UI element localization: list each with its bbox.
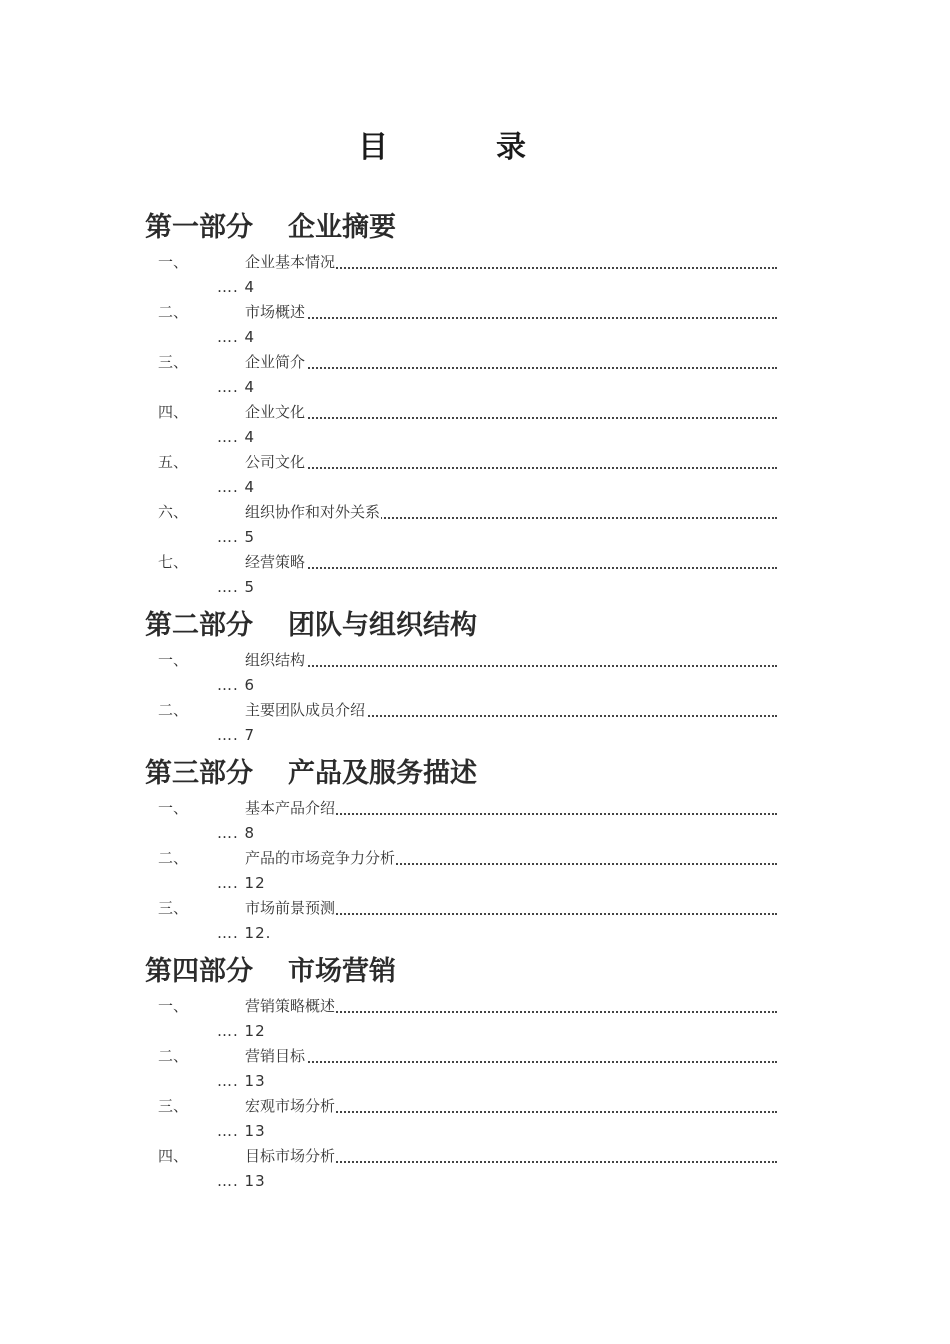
page-title-char-2: 录 [496,130,526,165]
toc-entry-page-number: …. 8 [217,824,256,842]
toc-entry-label: 主要团队成员介绍 [245,701,366,719]
toc-entry-line [245,400,777,425]
toc-entry-line [245,1094,777,1119]
toc-entry-marker: 二、 [158,303,189,321]
toc-entry-marker: 一、 [158,253,189,271]
table-of-contents [145,202,785,1194]
toc-entry-line [245,250,777,275]
page-title [358,128,526,168]
toc-entry-label: 公司文化 [245,453,306,471]
toc-entry-label: 企业基本情况 [245,253,336,271]
toc-entry[interactable] [145,846,785,896]
toc-entry[interactable] [145,450,785,500]
toc-entry[interactable] [145,994,785,1044]
toc-entry[interactable] [145,1144,785,1194]
part-number: 第四部分 [145,956,253,987]
toc-entry-page-number: …. 4 [217,278,256,296]
toc-entry[interactable] [145,250,785,300]
toc-entry-line [245,500,777,525]
toc-entry-marker: 二、 [158,1047,189,1065]
toc-entry-line [245,350,777,375]
part-title: 团队与组织结构 [288,610,477,641]
toc-entry-label: 目标市场分析 [245,1147,336,1165]
toc-entry-marker: 一、 [158,799,189,817]
part-heading [145,752,785,796]
toc-entry-page-number: …. 12. [217,924,272,942]
part-title: 产品及服务描述 [288,758,477,789]
toc-entry-line [245,300,777,325]
toc-entry-line [245,550,777,575]
toc-entry-line [245,450,777,475]
toc-entry[interactable] [145,698,785,748]
toc-entry-page-number: …. 12 [217,1022,266,1040]
toc-entry-marker: 三、 [158,353,189,371]
toc-entry-label: 市场前景预测 [245,899,336,917]
part-heading [145,206,785,250]
toc-entry-page-number: …. 5 [217,578,256,596]
toc-entry-line [245,846,777,871]
toc-entry-page-number: …. 6 [217,676,256,694]
toc-entry-marker: 二、 [158,849,189,867]
toc-entry[interactable] [145,1094,785,1144]
toc-entry-page-number: …. 4 [217,478,256,496]
toc-entry-marker: 五、 [158,453,189,471]
toc-entry[interactable] [145,350,785,400]
toc-entry-line [245,1044,777,1069]
toc-entry-line [245,896,777,921]
part-title: 企业摘要 [288,212,396,243]
toc-entry-page-number: …. 13 [217,1122,266,1140]
dot-leader [245,317,777,319]
part-number: 第一部分 [145,212,253,243]
toc-entry-line [245,796,777,821]
toc-entry[interactable] [145,896,785,946]
toc-entry[interactable] [145,796,785,846]
toc-entry-marker: 二、 [158,701,189,719]
toc-entry-label: 市场概述 [245,303,306,321]
toc-entry-marker: 三、 [158,899,189,917]
toc-entry-marker: 六、 [158,503,189,521]
toc-entry-page-number: …. 4 [217,378,256,396]
toc-entry-marker: 四、 [158,1147,189,1165]
toc-entry-page-number: …. 5 [217,528,256,546]
toc-entry-line [245,1144,777,1169]
part-heading [145,950,785,994]
toc-entry-line [245,648,777,673]
toc-entry[interactable] [145,550,785,600]
part-heading [145,604,785,648]
toc-entry-label: 基本产品介绍 [245,799,336,817]
toc-entry-page-number: …. 7 [217,726,256,744]
toc-entry[interactable] [145,300,785,350]
toc-entry-page-number: …. 12 [217,874,266,892]
toc-entry[interactable] [145,500,785,550]
toc-entry-label: 宏观市场分析 [245,1097,336,1115]
part-number: 第二部分 [145,610,253,641]
toc-entry-line [245,994,777,1019]
page-title-char-1: 目 [358,130,388,165]
toc-entry-marker: 四、 [158,403,189,421]
toc-entry[interactable] [145,1044,785,1094]
toc-entry-label: 组织结构 [245,651,306,669]
toc-entry-marker: 七、 [158,553,189,571]
dot-leader [245,417,777,419]
toc-entry-page-number: …. 4 [217,428,256,446]
toc-entry-page-number: …. 13 [217,1072,266,1090]
dot-leader [245,567,777,569]
toc-entry-label: 组织协作和对外关系 [245,503,381,521]
toc-entry[interactable] [145,400,785,450]
part-number: 第三部分 [145,758,253,789]
toc-entry-label: 经营策略 [245,553,306,571]
toc-entry[interactable] [145,648,785,698]
toc-entry-page-number: …. 4 [217,328,256,346]
toc-entry-label: 营销目标 [245,1047,306,1065]
toc-entry-line [245,698,777,723]
toc-entry-label: 营销策略概述 [245,997,336,1015]
dot-leader [245,467,777,469]
dot-leader [245,367,777,369]
part-title: 市场营销 [288,956,396,987]
toc-entry-label: 企业文化 [245,403,306,421]
toc-entry-label: 企业简介 [245,353,306,371]
toc-entry-label: 产品的市场竞争力分析 [245,849,396,867]
toc-entry-marker: 三、 [158,1097,189,1115]
toc-entry-page-number: …. 13 [217,1172,266,1190]
toc-entry-marker: 一、 [158,651,189,669]
toc-entry-marker: 一、 [158,997,189,1015]
dot-leader [245,1061,777,1063]
dot-leader [245,665,777,667]
